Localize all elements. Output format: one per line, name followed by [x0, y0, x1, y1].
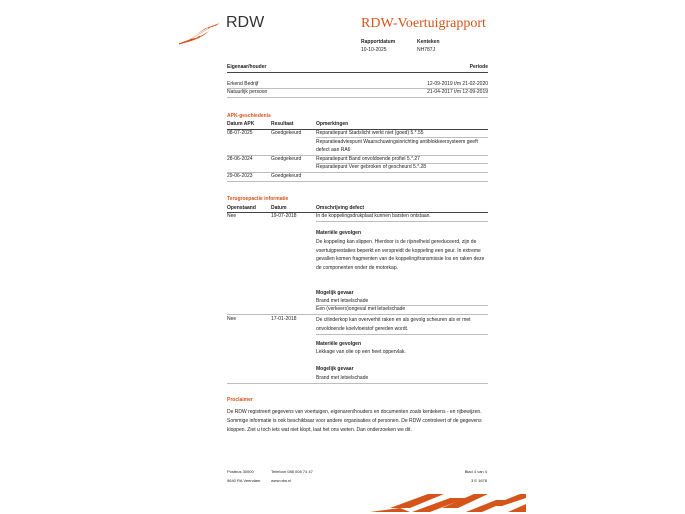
- footer-code: 3 E 1678: [470, 478, 487, 483]
- apk-result-3: Goedgekeurd: [271, 173, 302, 179]
- report-date: 10-10-2025: [361, 47, 387, 53]
- recall-consequences-1: De koppeling kan slippen. Hierdoor is de rijsnelheid gereduceerd, zijn de voertuigprestaties beperkt en verspreidt de koppeling een geur. In extreme gevallen komen fragmenten van de koppeling/transmissie los en raken deze de componenten onder de motorkap.: [316, 239, 485, 271]
- apk-remark-1b: Reparatieadviespunt Waarschuwingsinrichting antiblokkeersysteem geeft defect aan RA6: [316, 139, 478, 153]
- apk-title: APK-geschiedenis: [227, 113, 271, 119]
- recall-date-1: 19-07-2018: [271, 213, 297, 219]
- recall-title: Terugroepactie informatie: [227, 196, 289, 202]
- apk-header-result: Resultaat: [271, 121, 294, 127]
- plate-number: NH787J: [417, 47, 436, 53]
- rdw-feather-logo: [178, 22, 222, 46]
- apk-remark-2b: Reparatiepunt Veer gebroken of gescheurd 5.*.28: [316, 164, 427, 170]
- recall-danger-1b: Een (verkeers)ongeval met letselschade: [316, 306, 406, 312]
- owner-type-1: Erkend Bedrijf: [227, 81, 259, 87]
- brand-name: RDW: [226, 14, 265, 31]
- footer-phone: Telefoon 088 008 74 47: [271, 469, 313, 474]
- row-divider: [316, 221, 488, 222]
- recall-danger-1a: Brand met letselschade: [316, 298, 369, 304]
- recall-header-date: Datum: [271, 205, 287, 211]
- recall-danger-label-1: Mogelijk gevaar: [316, 290, 354, 296]
- disclaimer-title: Proclaimer: [227, 397, 253, 403]
- report-date-label: Rapportdatum: [361, 39, 396, 45]
- disclaimer-text: De RDW registreert gegevens van voertuigen, eigenaren/houders en documenten zoals kentekens - en rijbewijzen. Sommige informatie is ook beschikbaar voor andere organisaties of personen. De RDW controleert of de gegevens kloppen. Ziet u toch iets wat niet klopt, laat het ons weten. Dan onderzoeken we dit.: [227, 409, 482, 433]
- apk-result-1: Goedgekeurd: [271, 130, 302, 136]
- apk-date-2: 28-06-2024: [227, 156, 253, 162]
- apk-header-remarks: Opmerkingen: [316, 121, 349, 127]
- owners-divider: [227, 72, 488, 73]
- owners-period-label: Periode: [469, 64, 488, 70]
- recall-header-open: Openstaand: [227, 205, 256, 211]
- owner-period-2: 21-04-2017 t/m 12-09-2019: [427, 89, 488, 95]
- footer-postbus: Postbus 30000: [227, 469, 254, 474]
- recall-danger-label-2: Mogelijk gevaar: [316, 366, 354, 372]
- recall-header-desc: Omschrijving defect: [316, 205, 365, 211]
- recall-danger-2a: Brand met letselschade: [316, 375, 369, 381]
- row-divider: [227, 181, 488, 182]
- recall-date-2: 17-01-2018: [271, 316, 297, 322]
- footer-web-link[interactable]: www.rdw.nl: [271, 478, 292, 483]
- decorative-stripes-graphic: [370, 492, 526, 514]
- apk-header-date: Datum APK: [227, 121, 255, 127]
- row-divider: [227, 172, 488, 173]
- footer-city: 9640 RA Veendam: [227, 478, 261, 483]
- owners-title: Eigenaar/houder: [227, 64, 267, 70]
- owner-period-1: 12-09-2019 t/m 21-02-2020: [427, 81, 488, 87]
- apk-result-2: Goedgekeurd: [271, 156, 302, 162]
- recall-open-2: Nee: [227, 316, 237, 322]
- apk-remark-2a: Reparatiepunt Band onvoldoende profiel 5.*.27: [316, 156, 420, 162]
- apk-date-1: 08-07-2025: [227, 130, 253, 136]
- owner-type-2: Natuurlijk persoon: [227, 89, 268, 95]
- footer-page-number: Blad 4 van 4: [464, 469, 487, 474]
- apk-date-3: 29-06-2023: [227, 173, 253, 179]
- recall-defect-1: In de koppelingsdrukplaat kunnen barsten ontstaan.: [316, 213, 431, 219]
- recall-consequences-label-2: Materiële gevolgen: [316, 341, 362, 347]
- row-divider: [316, 334, 488, 335]
- recall-open-1: Nee: [227, 213, 237, 219]
- row-divider: [227, 383, 488, 384]
- recall-consequences-2: Lekkage van olie op een heet oppervlak.: [316, 349, 406, 355]
- apk-remark-1a: Reparatiepunt Stadslicht werkt niet (goed) 5.*.55: [316, 130, 424, 136]
- row-divider: [227, 314, 488, 315]
- recall-defect-2: De cilinderkop kan oververhit raken en als gevolg scheuren als er met onvoldoende koelvloeistof gereden wordt.: [316, 317, 471, 332]
- row-divider: [227, 97, 488, 98]
- recall-consequences-label-1: Materiële gevolgen: [316, 230, 362, 236]
- plate-label: Kenteken: [417, 39, 440, 45]
- report-title: RDW-Voertuigrapport: [361, 16, 486, 31]
